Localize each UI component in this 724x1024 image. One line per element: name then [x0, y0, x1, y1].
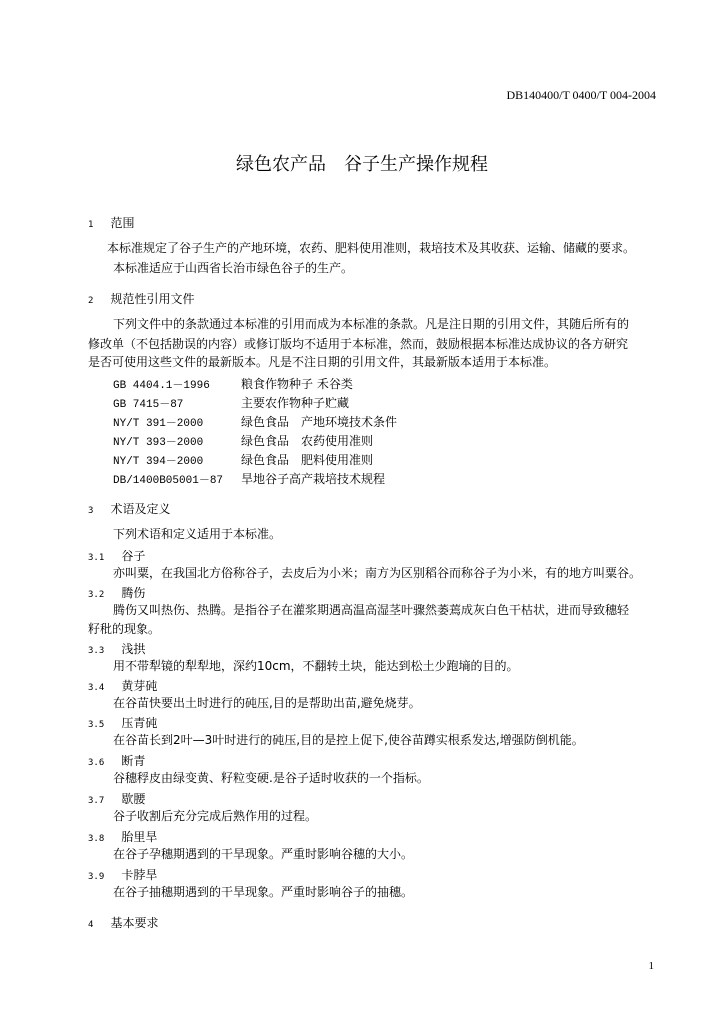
- reference-code: NY/T 391－2000: [113, 418, 204, 430]
- term-heading: [88, 545, 145, 564]
- reference-code: GB 7415－87: [113, 399, 184, 411]
- page-number: 1: [648, 960, 654, 972]
- term-definition: 谷穗稃皮由绿变黄、籽粒变硬.是谷子适时收获的一个指标。: [113, 771, 429, 785]
- term-heading: [88, 826, 157, 845]
- term-name: 断青: [121, 754, 146, 768]
- reference-title: 粮食作物种子 禾谷类: [241, 377, 353, 391]
- term-number: 3.9: [88, 872, 105, 882]
- term-heading: [88, 712, 157, 731]
- section-title: 范围: [110, 216, 135, 230]
- term-name: 卡脖旱: [121, 868, 158, 882]
- term-definition: 腾伤又叫热伤、热腾。是指谷子在灌浆期遇高温高湿茎叶骤然萎蔫成灰白色干枯状，进而导致穗轻: [113, 603, 630, 617]
- reference-title: 主要农作物种子贮藏: [241, 396, 350, 410]
- term-heading: [88, 675, 157, 694]
- term-definition: 在谷苗长到2叶—3叶时进行的砘压,目的是控上促下,使谷苗蹲实根系发达,增强防倒机能。: [113, 733, 584, 747]
- reference-code: DB/1400B05001－87: [113, 475, 224, 487]
- term-heading: [88, 582, 145, 601]
- term-name: 黄芽砘: [121, 679, 158, 693]
- section-number: 3: [88, 506, 94, 516]
- reference-item: [113, 394, 349, 411]
- term-name: 压青砘: [121, 716, 158, 730]
- reference-title: 绿色食品 农药使用准则: [241, 434, 374, 448]
- reference-title: 绿色食品 肥料使用准则: [241, 453, 374, 467]
- term-definition: 在谷子抽穗期遇到的干旱现象。严重时影响谷子的抽穗。: [113, 885, 414, 899]
- term-number: 3.5: [88, 720, 105, 730]
- reference-code: NY/T 393－2000: [113, 437, 204, 449]
- term-heading: [88, 788, 145, 807]
- paragraph: 下列术语和定义适用于本标准。: [113, 527, 282, 541]
- term-definition: 亦叫粟，在我国北方俗称谷子，去皮后为小米；南方为区别稻谷而称谷子为小米，有的地方叫粟谷。: [113, 566, 642, 580]
- section-title: 基本要求: [110, 916, 159, 930]
- term-number: 3.4: [88, 683, 105, 693]
- paragraph: 本标准适应于山西省长治市绿色谷子的生产。: [113, 261, 354, 275]
- reference-item: [113, 470, 385, 487]
- reference-item: [113, 451, 373, 468]
- term-name: 谷子: [121, 549, 146, 563]
- term-definition: 在谷子孕穗期遇到的干旱现象。严重时影响谷穗的大小。: [113, 847, 414, 861]
- section-3-heading: [88, 498, 171, 517]
- term-number: 3.2: [88, 590, 105, 600]
- document-title: 绿色农产品 谷子生产操作规程: [236, 154, 488, 175]
- term-heading: [88, 864, 157, 883]
- term-definition-continued: 籽秕的现象。: [88, 622, 161, 636]
- term-name: 腾伤: [121, 586, 146, 600]
- section-title: 规范性引用文件: [110, 292, 195, 306]
- reference-item: [113, 432, 373, 449]
- reference-code: NY/T 394－2000: [113, 456, 204, 468]
- term-definition: 谷子收割后充分完成后熟作用的过程。: [113, 809, 318, 823]
- reference-code: GB 4404.1－1996: [113, 380, 210, 392]
- term-number: 3.6: [88, 758, 105, 768]
- paragraph-line: 修改单（不包括勘误的内容）或修订版均不适用于本标准，然而，鼓励根据本标准达成协议的各方研究: [88, 337, 629, 351]
- reference-item: [113, 375, 353, 392]
- paragraph: 本标准规定了谷子生产的产地环境，农药、肥料使用准则，栽培技术及其收获、运输、储藏的要求。: [107, 241, 636, 255]
- term-heading: [88, 638, 145, 657]
- section-title: 术语及定义: [110, 502, 171, 516]
- section-number: 1: [88, 220, 94, 230]
- term-definition: 在谷苗快要出土时进行的砘压,目的是帮助出苗,避免烧芽。: [113, 696, 421, 710]
- reference-title: 绿色食品 产地环境技术条件: [241, 415, 398, 429]
- term-name: 歇腰: [121, 792, 146, 806]
- section-number: 2: [88, 296, 94, 306]
- section-2-heading: [88, 288, 195, 307]
- term-number: 3.3: [88, 646, 105, 656]
- section-number: 4: [88, 920, 94, 930]
- term-number: 3.1: [88, 553, 105, 563]
- section-1-heading: [88, 212, 135, 231]
- term-name: 胎里旱: [121, 830, 158, 844]
- reference-title: 旱地谷子高产栽培技术规程: [241, 472, 386, 486]
- term-heading: [88, 750, 145, 769]
- term-name: 浅拱: [121, 642, 146, 656]
- reference-item: [113, 413, 397, 430]
- document-code: DB140400/T 0400/T 004-2004: [506, 88, 656, 102]
- paragraph-line: 是否可使用这些文件的最新版本。凡是不注日期的引用文件，其最新版本适用于本标准。: [88, 355, 557, 369]
- term-definition: 用不带犁镜的犁犁地，深约10cm，不翻转土块，能达到松土少跑墒的目的。: [113, 659, 519, 673]
- section-4-heading: [88, 912, 159, 931]
- paragraph-line: 下列文件中的条款通过本标准的引用而成为本标准的条款。凡是注日期的引用文件，其随后所有的: [113, 317, 630, 331]
- term-number: 3.7: [88, 796, 105, 806]
- term-number: 3.8: [88, 834, 105, 844]
